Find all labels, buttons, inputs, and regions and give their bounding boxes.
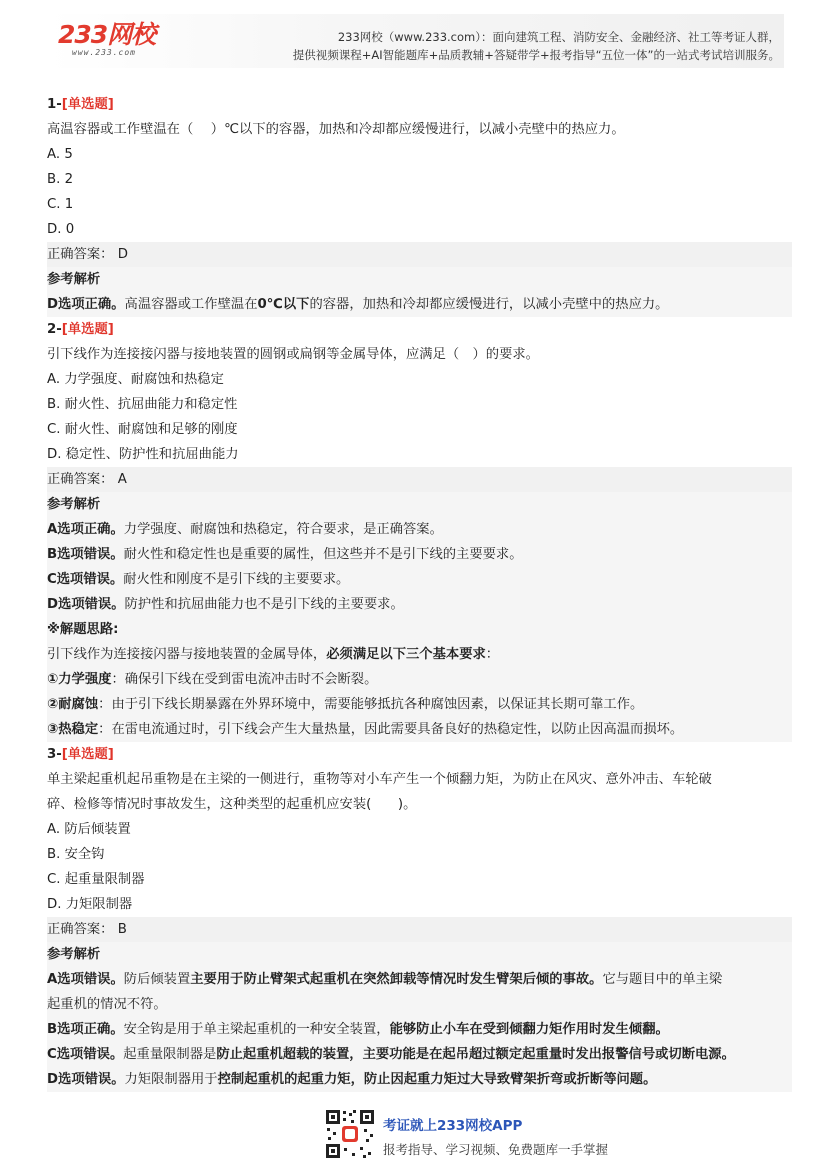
logo-text: 233网校: [58, 20, 156, 49]
page-header: [0, 0, 830, 80]
analysis-emphasis: 控制起重机的起重力矩，防止因起重力矩过大导致臂架折弯或折断等问题。: [217, 1072, 657, 1087]
q3-option-d: D. 力矩限制器: [47, 897, 133, 912]
analysis-text: 耐火性和稳定性也是重要的属性，但这些并不是引下线的主要要求。: [123, 547, 523, 562]
q2-option-c: C. 耐火性、耐腐蚀和足够的刚度: [47, 422, 238, 437]
q2-point-2: [47, 692, 792, 717]
analysis-text: 高温容器或工作壁温在: [124, 297, 258, 312]
analysis-verdict: D选项正确。: [47, 297, 125, 312]
analysis-emphasis: 防止起重机超载的装置，主要功能是在起吊超过额定起重量时发出报警信号或切断电源。: [216, 1047, 735, 1062]
q3-option-b: B. 安全钩: [47, 847, 105, 862]
question-type: [单选题]: [61, 322, 114, 337]
idea-text: ：: [485, 647, 500, 662]
q3-analysis-a: [47, 967, 792, 992]
point-label: ②耐腐蚀: [47, 697, 99, 712]
analysis-text: 力矩限制器用于: [124, 1072, 218, 1087]
question-3-heading: [47, 742, 792, 767]
app-promo-subtitle: 报考指导、学习视频、免费题库一手掌握: [383, 1142, 609, 1157]
question-3-stem-line-2: 碎、检修等情况时事故发生，这种类型的起重机应安装( )。: [47, 797, 417, 812]
analysis-text: 它与题目中的单主梁: [602, 972, 723, 987]
q3-option-c: C. 起重量限制器: [47, 872, 145, 887]
q2-option-d: D. 稳定性、防护性和抗屈曲能力: [47, 447, 239, 462]
analysis-text: 力学强度、耐腐蚀和热稳定，符合要求，是正确答案。: [123, 522, 443, 537]
q2-idea-text: [47, 642, 792, 667]
q2-point-1: [47, 667, 792, 692]
q1-analysis-line: [47, 292, 792, 317]
q1-option-a: A. 5: [47, 147, 73, 162]
question-type: [单选题]: [61, 747, 114, 762]
analysis-verdict: A选项正确。: [47, 522, 124, 537]
q2-idea-title: ※解题思路:: [47, 617, 792, 642]
q2-analysis-d: [47, 592, 792, 617]
analysis-verdict: D选项错误。: [47, 1072, 125, 1087]
question-content: [47, 92, 792, 1092]
q1-option-b: B. 2: [47, 172, 74, 187]
header-line-2: 提供视频课程+AI智能题库+品质教辅+答疑带学+报考指导“五位一体”的一站式考试培训服务。: [292, 48, 780, 62]
idea-emphasis: 必须满足以下三个基本要求: [326, 647, 486, 662]
analysis-emphasis: 主要用于防止臂架式起重机在突然卸载等情况时发生臂架后倾的事故。: [190, 972, 603, 987]
q2-correct-answer: 正确答案： A: [47, 467, 792, 492]
point-text: ：由于引下线长期暴露在外界环境中，需要能够抵抗各种腐蚀因素，以保证其长期可靠工作。: [98, 697, 644, 712]
logo-url: www.233.com: [72, 48, 136, 57]
q2-option-b: B. 耐火性、抗屈曲能力和稳定性: [47, 397, 238, 412]
point-label: ①力学强度: [47, 672, 112, 687]
point-text: ：在雷电流通过时，引下线会产生大量热量，因此需要具备良好的热稳定性，以防止因高温而损坏。: [98, 722, 684, 737]
question-1-stem: 高温容器或工作壁温在（ ）℃以下的容器，加热和冷却都应缓慢进行，以减小壳壁中的热应力。: [47, 122, 625, 137]
q3-correct-answer: 正确答案： B: [47, 917, 792, 942]
analysis-verdict: A选项错误。: [47, 972, 124, 987]
point-label: ③热稳定: [47, 722, 99, 737]
q1-analysis-title: 参考解析: [47, 267, 792, 292]
analysis-text: 防后倾装置: [123, 972, 191, 987]
q2-analysis-title: 参考解析: [47, 492, 792, 517]
analysis-text: 防护性和抗屈曲能力也不是引下线的主要要求。: [124, 597, 404, 612]
q1-option-c: C. 1: [47, 197, 74, 212]
q2-analysis-c: [47, 567, 792, 592]
qr-code-icon[interactable]: [324, 1108, 376, 1160]
q2-analysis-b: [47, 542, 792, 567]
q3-analysis-b: [47, 1017, 792, 1042]
analysis-verdict: C选项错误。: [47, 572, 124, 587]
analysis-verdict: B选项错误。: [47, 547, 124, 562]
q2-point-3: [47, 717, 792, 742]
q2-option-a: A. 力学强度、耐腐蚀和热稳定: [47, 372, 224, 387]
analysis-verdict: B选项正确。: [47, 1022, 124, 1037]
point-text: ：确保引下线在受到雷电流冲击时不会断裂。: [111, 672, 378, 687]
analysis-emphasis: 0℃以下: [257, 297, 310, 312]
q1-option-d: D. 0: [47, 222, 75, 237]
question-3-stem-line-1: 单主梁起重机起吊重物是在主梁的一侧进行，重物等对小车产生一个倾翻力矩，为防止在风灾、意外冲击、车轮破: [47, 772, 712, 787]
q3-option-a: A. 防后倾装置: [47, 822, 131, 837]
analysis-text: 的容器，加热和冷却都应缓慢进行，以减小壳壁中的热应力。: [309, 297, 669, 312]
question-number: 2-: [47, 322, 62, 337]
question-number: 3-: [47, 747, 62, 762]
analysis-verdict: C选项错误。: [47, 1047, 124, 1062]
analysis-emphasis: 能够防止小车在受到倾翻力矩作用时发生倾翻。: [389, 1022, 669, 1037]
header-description: [293, 28, 780, 64]
analysis-text: 安全钩是用于单主梁起重机的一种安全装置，: [123, 1022, 390, 1037]
question-2-stem: 引下线作为连接接闪器与接地装置的圆钢或扁钢等金属导体，应满足（ ）的要求。: [47, 347, 539, 362]
question-1-heading: [47, 92, 792, 117]
page-footer: [0, 1104, 830, 1174]
question-number: 1-: [47, 97, 62, 112]
q3-analysis-a-cont: 起重机的情况不符。: [47, 992, 792, 1017]
analysis-verdict: D选项错误。: [47, 597, 125, 612]
app-promo-title[interactable]: 考证就上233网校APP: [383, 1118, 523, 1134]
question-2-heading: [47, 317, 792, 342]
q1-correct-answer: 正确答案： D: [47, 242, 792, 267]
analysis-text: 耐火性和刚度不是引下线的主要要求。: [123, 572, 350, 587]
q2-analysis-a: [47, 517, 792, 542]
q3-analysis-title: 参考解析: [47, 942, 792, 967]
question-type: [单选题]: [61, 97, 114, 112]
q3-analysis-c: [47, 1042, 792, 1067]
site-logo[interactable]: [58, 22, 178, 62]
idea-text: 引下线作为连接接闪器与接地装置的金属导体，: [47, 647, 327, 662]
analysis-text: 起重量限制器是: [123, 1047, 217, 1062]
q3-analysis-d: [47, 1067, 792, 1092]
header-line-1: 233网校（www.233.com）：面向建筑工程、消防安全、金融经济、社工等考证人群，: [337, 30, 780, 44]
